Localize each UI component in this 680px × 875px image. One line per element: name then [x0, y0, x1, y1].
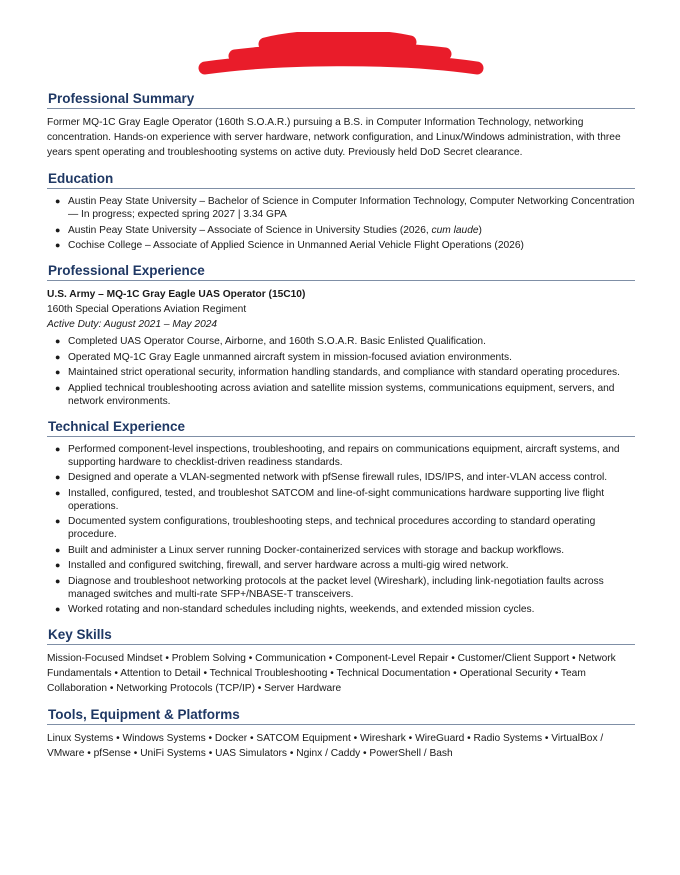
bullet-icon: ● [55, 240, 61, 250]
section-heading: Tools, Equipment & Platforms [47, 706, 635, 725]
bullet-icon: ● [55, 351, 61, 362]
list-item: ● Operated MQ-1C Gray Eagle unmanned aircraft system in mission-focused aviation environments. [55, 351, 512, 363]
section-heading: Professional Summary [47, 90, 635, 109]
redacted-name-scribble [195, 32, 485, 80]
professional-experience-section [47, 262, 635, 408]
list-item: ● Maintained strict operational security, information handling standards, and compliance with standard operating procedures. [55, 367, 620, 378]
list-item: ● Built and administer a Linux server running Docker-containerized services with storage and backup workflows. [55, 544, 565, 556]
bullet-icon: ● [55, 487, 61, 498]
list-item: ● Documented system configurations, troubleshooting steps, and technical procedures according to standard operating procedure. [55, 516, 596, 540]
experience-list [47, 335, 635, 408]
job-unit: 160th Special Operations Aviation Regiment [47, 304, 247, 315]
tools-section [47, 706, 635, 761]
bullet-icon: ● [55, 604, 61, 614]
bullet-icon: ● [55, 516, 61, 526]
redaction-stroke [205, 36, 477, 68]
skills-text: Mission-Focused Mindset • Problem Solving • Communication • Component-Level Repair • Customer/Client Support • Network Fundamentals • Attention to Detail • Technical Troubleshooting • Technical Documentation • Operational Security • Team Collaboration • Networking Protocols (TCP/IP) • Server Hardware [47, 653, 616, 694]
bullet-icon: ● [55, 382, 61, 393]
tools-text: Linux Systems • Windows Systems • Docker • SATCOM Equipment • Wireshark • WireGuard • Radio Systems • VirtualBox / VMware • pfSense • UniFi Systems • UAS Simulators • Nginx / Caddy • PowerShell / Bash [47, 733, 604, 759]
list-item: ● Installed and configured switching, firewall, and server hardware across a multi-gig wired network. [55, 560, 509, 571]
job-title: U.S. Army – MQ-1C Gray Eagle UAS Operator (15C10) [47, 289, 306, 300]
technical-experience-section [47, 418, 635, 617]
list-item: ● Installed, configured, tested, and troubleshot SATCOM and line-of-sight communications hardware supporting live flight operations. [55, 487, 605, 512]
section-heading: Technical Experience [47, 418, 635, 437]
bullet-icon: ● [55, 544, 61, 555]
bullet-icon: ● [55, 196, 61, 206]
education-list [47, 195, 635, 252]
bullet-icon: ● [55, 336, 61, 346]
technical-list [47, 443, 635, 617]
bullet-icon: ● [55, 224, 61, 235]
list-item: ● Cochise College – Associate of Applied Science in Unmanned Aerial Vehicle Flight Operations (2026) [55, 240, 524, 251]
list-item: ● Performed component-level inspections, troubleshooting, and repairs on communications equipment, aircraft systems, and supporting hardware to checklist-driven readiness standards. [55, 443, 620, 468]
bullet-icon: ● [55, 472, 61, 482]
professional-summary-section [47, 90, 635, 160]
resume-content [47, 90, 635, 771]
bullet-icon: ● [55, 575, 61, 586]
bullet-icon: ● [55, 443, 61, 454]
list-item: ● Austin Peay State University – Associate of Science in University Studies (2026, cum laude) [55, 224, 482, 236]
list-item: ● Austin Peay State University – Bachelor of Science in Computer Information Technology, Computer Networking Concentration — In progress; expected spring 2027 | 3.34 GPA [55, 196, 635, 220]
summary-text: Former MQ-1C Gray Eagle Operator (160th S.O.A.R.) pursuing a B.S. in Computer Information Technology, networking concentration. Hands-on experience with server hardware, network configuration, and Linux/Windows administration, with three years spent operating and troubleshooting systems on active duty. Previously held DoD Secret clearance. [47, 117, 621, 158]
section-heading: Key Skills [47, 626, 635, 645]
list-item: ● Diagnose and troubleshoot networking protocols at the packet level (Wireshark), including link-negotiation faults across managed switches and multi-rate SFP+/NBASE-T transceivers. [55, 575, 604, 600]
list-item: ● Worked rotating and non-standard schedules including nights, weekends, and extended mission cycles. [55, 604, 535, 615]
job-dates: Active Duty: August 2021 – May 2024 [47, 319, 218, 330]
list-item: ● Applied technical troubleshooting across aviation and satellite mission systems, communications equipment, servers, and network environments. [55, 382, 615, 407]
education-section [47, 170, 635, 252]
key-skills-section [47, 626, 635, 696]
list-item: ● Designed and operate a VLAN-segmented network with pfSense firewall rules, IDS/IPS, and inter-VLAN access control. [55, 472, 608, 483]
section-heading: Professional Experience [47, 262, 635, 281]
list-item: ● Completed UAS Operator Course, Airborne, and 160th S.O.A.R. Basic Enlisted Qualification. [55, 336, 486, 347]
bullet-icon: ● [55, 367, 61, 377]
bullet-icon: ● [55, 560, 61, 570]
section-heading: Education [47, 170, 635, 189]
